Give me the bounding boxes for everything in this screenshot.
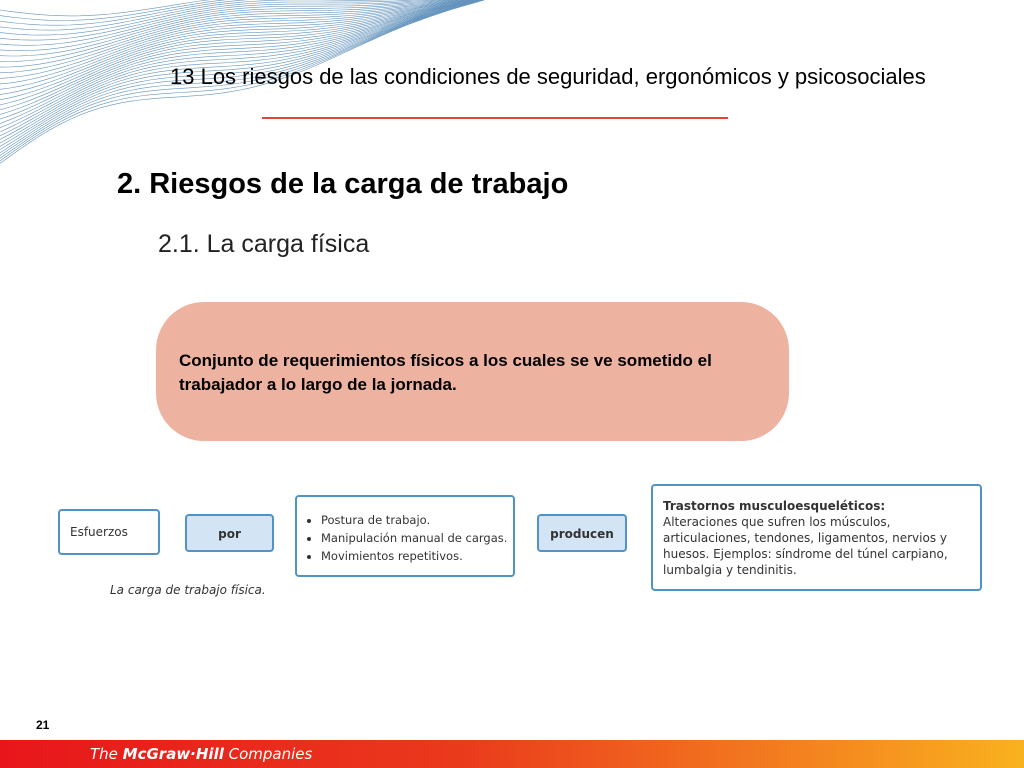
subsection-title: 2.1. La carga física bbox=[158, 230, 370, 258]
definition-text: Conjunto de requerimientos físicos a los cuales se ve sometido el trabajador a lo largo de la jornada. bbox=[179, 351, 712, 394]
cause-item: • Postura de trabajo. bbox=[321, 511, 513, 529]
diagram-box-esfuerzos: Esfuerzos bbox=[58, 509, 160, 555]
footer-bar bbox=[0, 740, 1024, 768]
definition-box bbox=[156, 302, 789, 441]
section-title: 2. Riesgos de la carga de trabajo bbox=[117, 168, 569, 200]
cause-item: • Movimientos repetitivos. bbox=[321, 547, 513, 565]
page-number: 21 bbox=[36, 718, 50, 732]
diagram-effects-box bbox=[651, 484, 982, 591]
diagram-caption: La carga de trabajo física. bbox=[110, 583, 266, 597]
effects-text: Alteraciones que sufren los músculos, articulaciones, tendones, ligamentos, nervios y huesos. Ejemplos: síndrome del túnel carpiano, lumbalgia y tendinitis. bbox=[663, 515, 948, 577]
chapter-title: 13 Los riesgos de las condiciones de seguridad, ergonómicos y psicosociales bbox=[170, 64, 926, 89]
wave-line bbox=[0, 0, 520, 115]
cause-item: • Manipulación manual de cargas. bbox=[321, 529, 513, 547]
diagram-causes-box bbox=[295, 495, 515, 577]
wave-line bbox=[0, 0, 520, 119]
logo-prefix: The bbox=[90, 745, 123, 763]
publisher-logo bbox=[90, 745, 312, 763]
effects-title: Trastornos musculoesqueléticos: bbox=[663, 499, 886, 513]
logo-suffix: Companies bbox=[223, 745, 313, 763]
diagram-connector-producen: producen bbox=[537, 514, 627, 552]
causes-list bbox=[305, 511, 513, 565]
diagram-connector-por: por bbox=[185, 514, 274, 552]
logo-brand: McGraw·Hill bbox=[122, 745, 224, 763]
title-underline bbox=[262, 117, 728, 119]
